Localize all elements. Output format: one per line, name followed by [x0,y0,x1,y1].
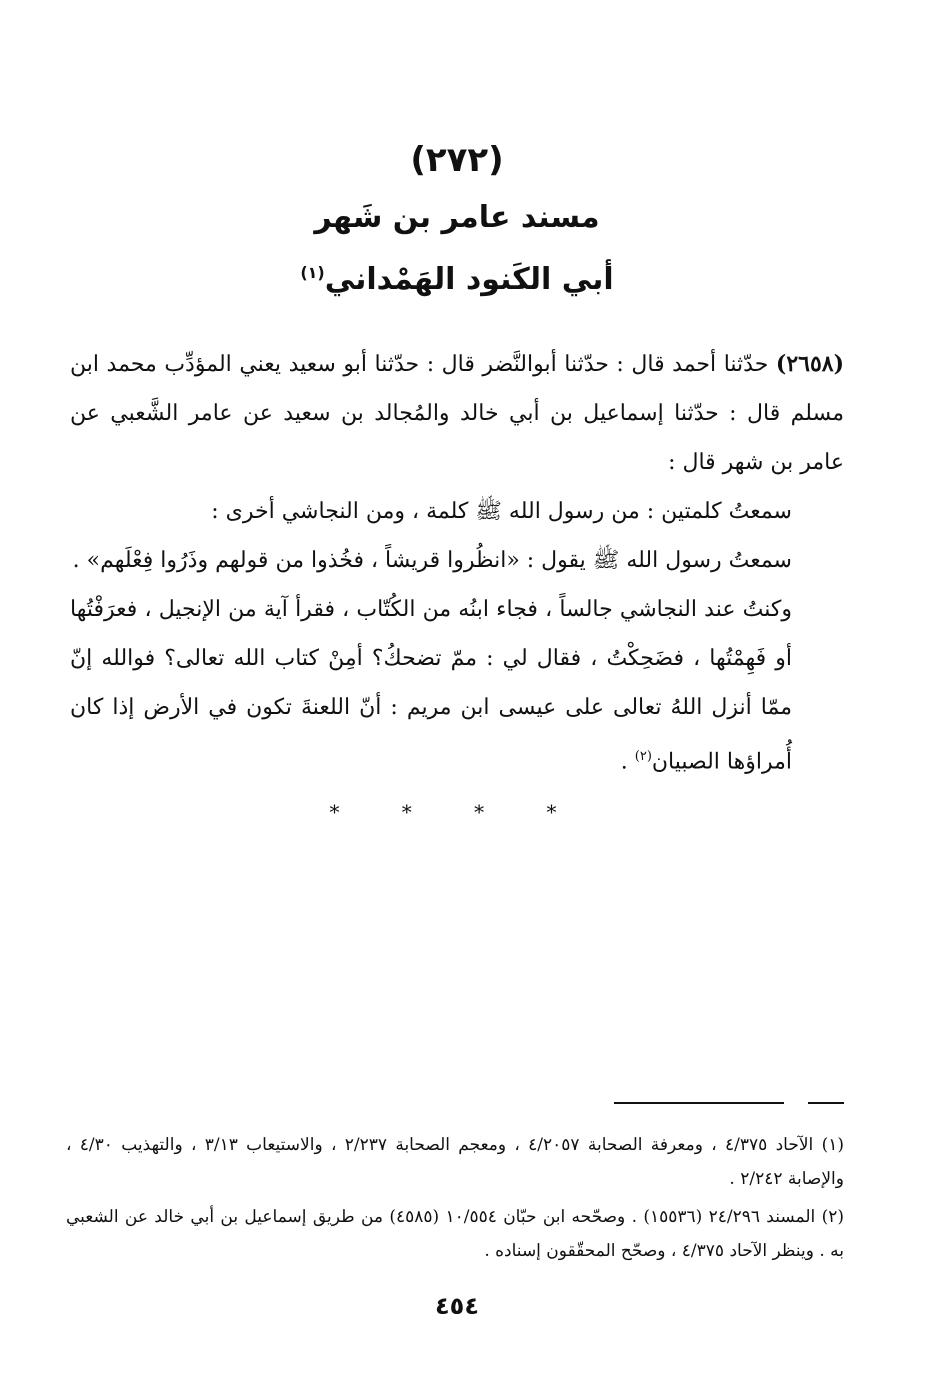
chapter-title: مسند عامر بن شَهر [314,200,600,235]
footnote-ref-1: (١) [300,263,325,282]
chapter-subtitle [70,262,844,297]
matn-paragraph-3 [70,585,844,786]
section-separator: * * * * [329,800,585,824]
chapter-subtitle-text: أبي الكَنود الهَمْداني [324,262,614,297]
hadith-number: (٢٦٥٨) [775,351,844,377]
page-number: ٤٥٤ [435,1292,479,1320]
chapter-number: (٢٧٢) [410,140,504,180]
matn-paragraph-1: سمعتُ كلمتين : من رسول الله ﷺ كلمة ، ومن النجاشي أخرى : [211,499,792,524]
footnotes [66,1128,844,1272]
matn-paragraph-3-text: وكنتُ عند النجاشي جالساً ، فجاء ابنُه من الكُتّاب ، فقرأ آية من الإنجيل ، فعرَفْتُها أو فَهِمْتُها ، فضَحِكْتُ ، فقال لي : ممّ تضحكُ؟ أمِنْ كتاب الله تعالى؟ فوالله إنّ ممّا أنزل اللهُ تعالى على عيسى ابن مريم : أنّ اللعنةَ تكون في الأرض إذا كان أُمراؤها الصبيان [70,597,792,775]
book-page [66,0,844,1377]
matn-paragraph-3-end: . [620,749,635,775]
isnad-text: حدّثنا أحمد قال : حدّثنا أبوالنَّضر قال : حدّثنا أبو سعيد يعني المؤدِّب محمد ابن مسلم قال : حدّثنا إسماعيل بن أبي خالد والمُجالد بن سعيد عن عامر الشَّعبي عن عامر بن شهر قال : [70,352,844,475]
footnote-2: (٢) المسند ٢٤/٢٩٦ (١٥٥٣٦) . وصحّحه ابن حبّان ١٠/٥٥٤ (٤٥٨٥) من طريق إسماعيل بن أبي خالد عن الشعبي به . وينظر الآحاد ٤/٣٧٥ ، وصحّح المحقّقون إسناده . [66,1207,844,1261]
isnad-paragraph [70,340,844,487]
matn-paragraph-2: سمعتُ رسول الله ﷺ يقول : «انظُروا قريشاً ، فخُذوا من قولهم وذَرُوا فِعْلَهم» . [72,548,792,573]
footnote-1: (١) الآحاد ٤/٣٧٥ ، ومعرفة الصحابة ٤/٢٠٥٧ ، ومعجم الصحابة ٢/٢٣٧ ، والاستيعاب ٣/١٣ ، والتهذيب ٤/٣٠ ، والإصابة ٢/٢٤٢ . [66,1135,844,1189]
footnote-divider-short [808,1102,844,1104]
footnote-divider [614,1102,784,1104]
footnote-ref-2: (٢) [634,749,652,764]
hadith-body [70,340,844,786]
